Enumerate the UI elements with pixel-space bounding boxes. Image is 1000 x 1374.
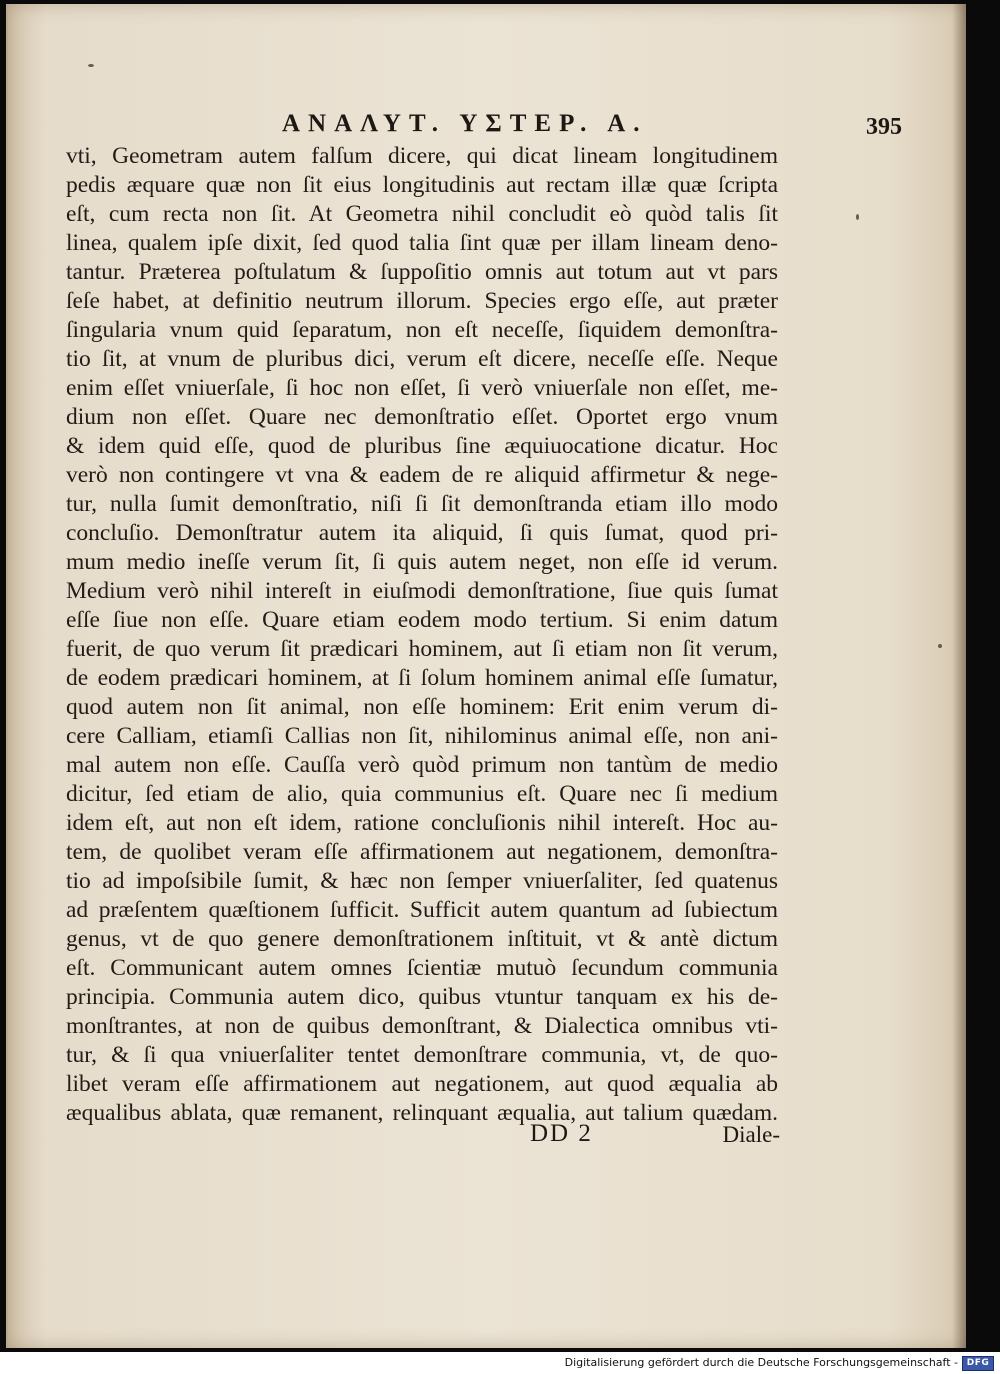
text-line: tantur. Præterea poſtulatum & ſuppoſitio omnis aut totum aut vt pars [66, 259, 778, 285]
text-line: principia. Communia autem dico, quibus vtuntur tanquam ex his de- [66, 984, 778, 1010]
page-edge-shadow [952, 4, 966, 1348]
text-line: fuerit, de quo verum ſit prædicari hominem, aut ſi etiam non ſit verum, [66, 636, 778, 662]
text-line: idem eſt, aut non eſt idem, ratione concluſionis nihil intereſt. Hoc au- [66, 810, 778, 836]
credit-bar [0, 1352, 1000, 1374]
text-line: æqualibus ablata, quæ remanent, relinquant æqualia, aut talium quædam. [66, 1100, 778, 1126]
paper-speck [856, 214, 859, 220]
funding-credit: Digitalisierung gefördert durch die Deutsche Forschungsgemeinschaft - [564, 1356, 958, 1369]
paper-speck [88, 64, 94, 67]
paper-speck [938, 644, 942, 648]
text-line: verò non contingere vt vna & eadem de re aliquid affirmetur & nege- [66, 462, 778, 488]
page-header [262, 108, 902, 144]
text-line: dicitur, ſed etiam de alio, quia communius eſt. Quare nec ſi medium [66, 781, 778, 807]
page-number: 395 [866, 114, 902, 140]
text-line: tio ad impoſsibile ſumit, & hæc non ſemper vniuerſaliter, ſed quatenus [66, 868, 778, 894]
text-line: tem, de quolibet veram eſſe affirmationem aut negationem, demonſtra- [66, 839, 778, 865]
text-line: ad præſentem quæſtionem ſufficit. Sufficit autem quantum ad ſubiectum [66, 897, 778, 923]
text-line: tur, nulla ſumit demonſtratio, niſi ſi ſit demonſtranda etiam illo modo [66, 491, 778, 517]
text-line: ſingularia vnum quid ſeparatum, non eſt neceſſe, ſiquidem demonſtra- [66, 317, 778, 343]
text-line: quod autem non ſit animal, non eſſe hominem: Erit enim verum di- [66, 694, 778, 720]
text-line: eſt, cum recta non ſit. At Geometra nihil concludit eò quòd talis ſit [66, 201, 778, 227]
text-line: mal autem non eſſe. Cauſſa verò quòd primum non tantùm de medio [66, 752, 778, 778]
text-line: eſſe ſiue non eſſe. Quare etiam eodem modo tertium. Si enim datum [66, 607, 778, 633]
text-line: tur, & ſi qua vniuerſaliter tentet demonſtrare communia, vt, de quo- [66, 1042, 778, 1068]
text-line: pedis æquare quæ non ſit eius longitudinis aut rectam illæ quæ ſcripta [66, 172, 778, 198]
text-line: ſeſe habet, at definitio neutrum illorum. Species ergo eſſe, aut præter [66, 288, 778, 314]
body-text [66, 142, 778, 1128]
page-footer [530, 1120, 780, 1152]
text-line: de eodem prædicari hominem, at ſi ſolum hominem animal eſſe ſumatur, [66, 665, 778, 691]
signature-mark: DD 2 [530, 1120, 593, 1147]
text-line: cere Calliam, etiamſi Callias non ſit, nihilominus animal eſſe, non ani- [66, 723, 778, 749]
text-line: eſt. Communicant autem omnes ſcientiæ mutuò ſecundum communia [66, 955, 778, 981]
text-line: libet veram eſſe affirmationem aut negationem, aut quod æqualia ab [66, 1071, 778, 1097]
text-line: enim eſſet vniuerſale, ſi hoc non eſſet, ſi verò vniuerſale non eſſet, me- [66, 375, 778, 401]
text-line: Medium verò nihil intereſt in eiuſmodi demonſtratione, ſiue quis ſumat [66, 578, 778, 604]
text-line: & idem quid eſſe, quod de pluribus ſine æquiuocatione dicatur. Hoc [66, 433, 778, 459]
text-line: genus, vt de quo genere demonſtrationem inſtituit, vt & antè dictum [66, 926, 778, 952]
text-line: monſtrantes, at non de quibus demonſtrant, & Dialectica omnibus vti- [66, 1013, 778, 1039]
dfg-logo: DFG [962, 1356, 994, 1371]
text-line: linea, qualem ipſe dixit, ſed quod talia ſint quæ per illam lineam deno- [66, 230, 778, 256]
text-line: concluſio. Demonſtratur autem ita aliquid, ſi quis ſumat, quod pri- [66, 520, 778, 546]
text-line: vti, Geometram autem falſum dicere, qui dicat lineam longitudinem [66, 143, 778, 169]
text-line: mum medio ineſſe verum ſit, ſi quis autem neget, non eſſe id verum. [66, 549, 778, 575]
catchword: Diale- [722, 1122, 780, 1147]
text-line: tio ſit, at vnum de pluribus dici, verum eſt dicere, neceſſe eſſe. Neque [66, 346, 778, 372]
text-line: dium non eſſet. Quare nec demonſtratio eſſet. Oportet ergo vnum [66, 404, 778, 430]
running-head: ΑΝΑΛΥΤ. ΥΣΤΕΡ. Α. [282, 110, 648, 137]
